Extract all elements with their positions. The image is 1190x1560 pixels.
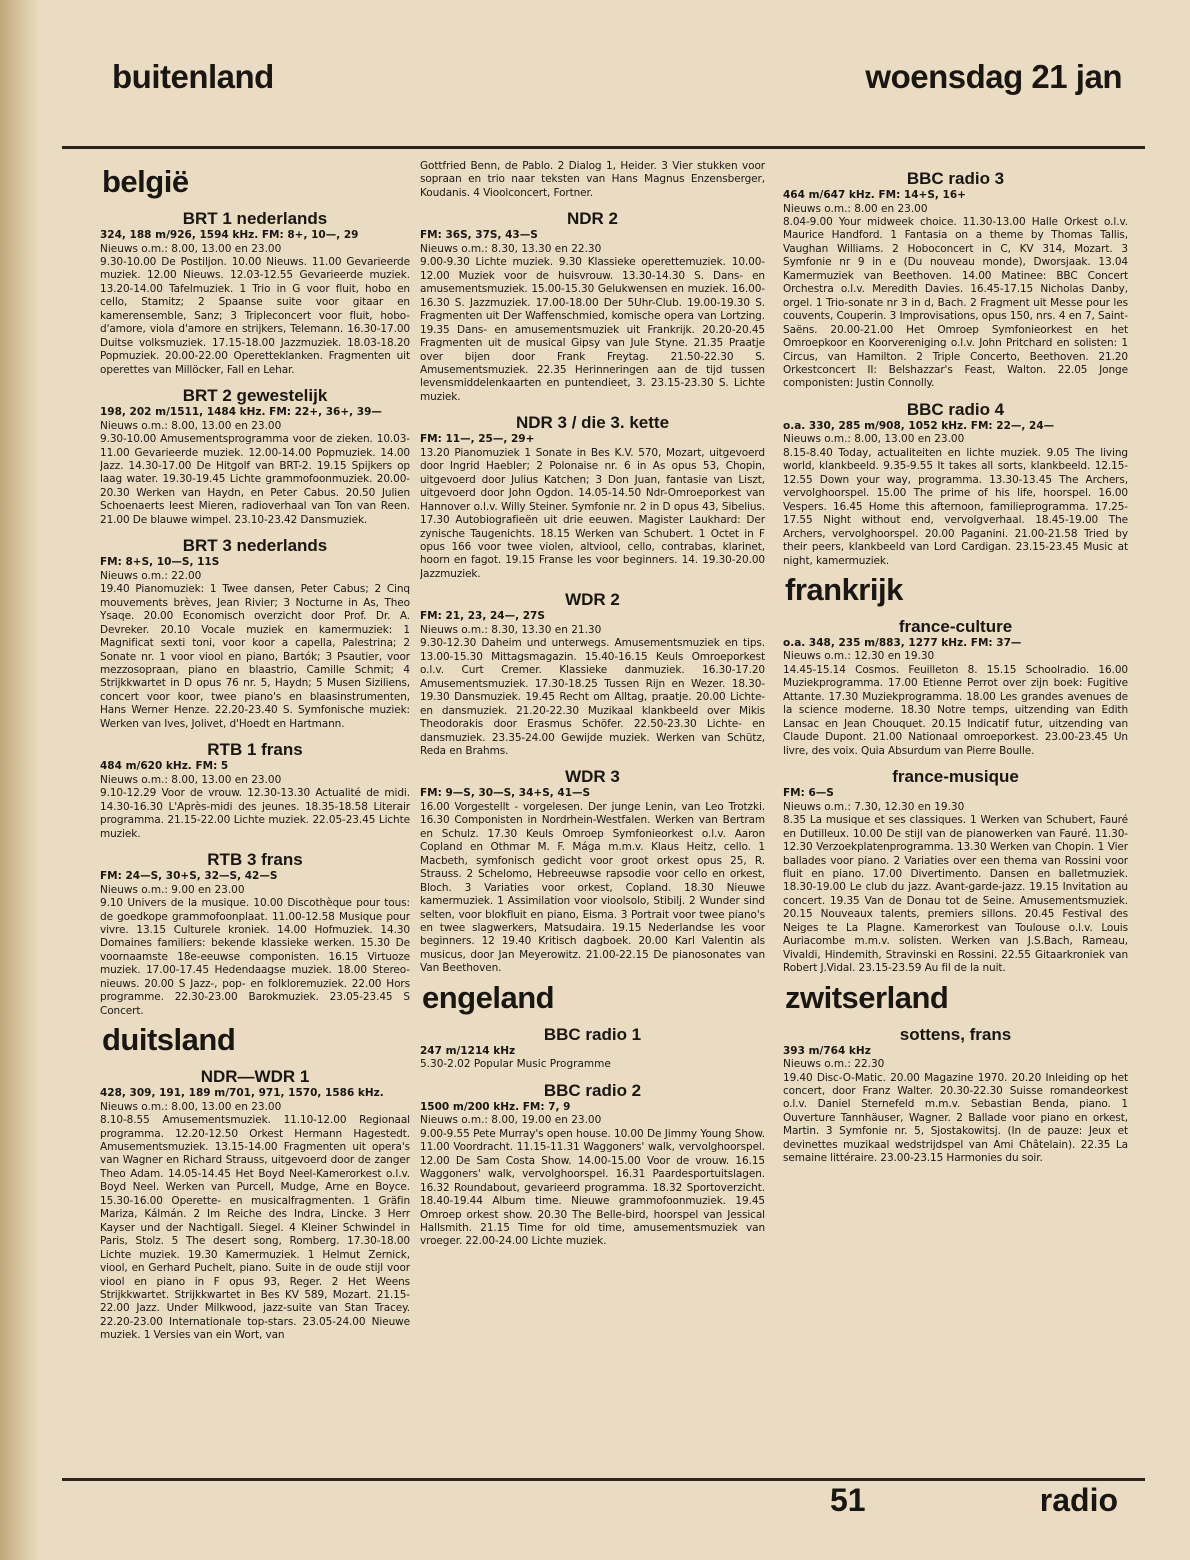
program-text: 19.40 Disc-O-Matic. 20.00 Magazine 1970. 20.20 Inleiding op het concert, door Franz Walter. 20.30-22.30 Suisse romandeorkest o.l.v. Daniel Sternefeld m.m.v. Sebastian Benda, piano. 1 Ouverture Tannhäuser, Wagner. 2 Ballade voor piano en orkest, Martin. 3 Symfonie nr. 5, Sjostakowitsj. (In de pauze: Jeux et devinettes muzikaal wedstrijdspel van Ami Châtelain). 22.35 La semaine littéraire. 23.00-23.15 Harmonies du soir. bbox=[783, 1071, 1128, 1165]
program-text: 9.30-12.30 Daheim und unterwegs. Amusementsmuziek en tips. 13.00-15.30 Mittagsmagazin. 15.40-16.15 Keuls Omroeporkest o.l.v. Curt Cremer. Klassieke danmuziek. 16.30-17.20 Amusementsmuziek. 17.30-18.25 Tussen Rijn en Wezer. 18.30-19.30 Dansmuziek. 19.45 Recht om Alltag, praatje. 20.00 Lichte- en dansmuziek. 21.20-22.30 Muzikaal klankbeeld over Mikis Theodorakis door Erasmus Schöfer. 22.50-23.30 Lichte- en dansmuziek. 23.35-24.00 Gewijde muziek. Werken van Schütz, Reda en Brahms. bbox=[420, 637, 765, 757]
frequency-line: FM: 6—S bbox=[783, 787, 834, 800]
frequency-line: 484 m/620 kHz. FM: 5 bbox=[100, 760, 229, 773]
station-heading: france-musique bbox=[892, 767, 1019, 787]
program-text: 8.35 La musique et ses classiques. 1 Werken van Schubert, Fauré en Dutilleux. 10.00 De stijl van de pianowerken van Fauré. 11.30-12.30 Verzoekplatenprogramma. 13.30 Werken van Chopin. 1 Vier ballades voor piano. 2 Variaties over een thema van Rossini voor fluit en piano. 17.00 Divertimento. Dansen en balletmuziek. 18.30-19.00 Le club du jazz. Avant-garde-jazz. 19.15 Invitation au concert. 19.35 Van de Donau tot de Seine. Amusementsmuziek. 20.15 Nouveaux talents, premiers sillons. 20.45 Festival des Neiges te La Plagne. Kamerorkest van Toulouse o.l.v. Louis Auriacombe m.m.v. solisten. Werken van J.S.Bach, Rameau, Vivaldi, Hindemith, Stravinski en Rossini. 22.55 Gitaarkroniek van Robert J.Vidal. 23.15-23.59 Au fil de la nuit. bbox=[783, 814, 1128, 975]
frequency-line: FM: 21, 23, 24—, 27S bbox=[420, 610, 545, 623]
program-text: 13.20 Pianomuziek 1 Sonate in Bes K.V. 570, Mozart, uitgevoerd door Ingrid Haebler; 2 Polonaise nr. 6 in As opus 53, Chopin, uitgevoerd door Julius Katchen; 3 Don Juan, fantasie van Liszt, uitgevoerd door John Ogdon. 14.05-14.50 Ndr-Omroeporkest van Hannover o.l.v. Willy Steiner. Symfonie nr. 2 in D opus 43, Sibelius. 17.30 Autobiografieën uit drie eeuwen. Magister Laukhard: Der zynische Taugenichts. 18.15 Werken van Schubert. 1 Octet in F opus 166 voor twee violen, altviool, cello, contrabas, klarinet, hoorn en fagot. 19.15 Franse les voor beginners. 14. 19.30-20.00 Jazzmuziek. bbox=[420, 446, 765, 580]
column-3 bbox=[783, 160, 1128, 1472]
station-heading: RTB 3 frans bbox=[207, 850, 303, 870]
news-line: Nieuws o.m.: 8.00, 13.00 en 23.00 bbox=[100, 419, 282, 432]
program-text: 8.15-8.40 Today, actualiteiten en lichte muziek. 9.05 The living world, klankbeeld. 9.35-9.55 It takes all sorts, klankbeeld. 12.15-12.55 Down your way, programma. 13.30-13.45 The Archers, vervolghoorspel. 15.00 The prime of his life, hoorspel. 16.00 Vespers. 16.45 Home this afternoon, familieprogramma. 17.25-17.55 Night without end, vervolgverhaal. 18.45-19.00 The Archers, vervolghoorspel. 20.00 Paganini. 21.00-21.58 Tried by their peers, klankbeeld van Lord Cardigan. 23.15-23.45 Music at night, kamermuziek. bbox=[783, 446, 1128, 567]
news-line: Nieuws o.m.: 8.30, 13.30 en 21.30 bbox=[420, 623, 602, 636]
footer-label: radio bbox=[1039, 1482, 1118, 1518]
program-text: 9.00-9.55 Pete Murray's open house. 10.00 De Jimmy Young Show. 11.00 Voordracht. 11.15-11.31 Waggoners' walk, vervolghoorspel. 12.00 De Sam Costa Show. 14.00-15.00 Voor de vrouw. 16.15 Waggoners' walk, vervolghoorspel. 16.31 Paardesportuitslagen. 16.32 Roundabout, gevarieerd programma. 18.32 Sportoverzicht. 18.40-19.44 Album time. Nieuwe grammofoonmuziek. 19.45 Omroep orkest show. 20.30 The Belle-bird, hoorspel van Jessical Hallsmith. 21.15 Time for old time, amusementsmuziek van vroeger. 22.00-24.00 Lichte muziek. bbox=[420, 1127, 765, 1248]
program-text: 9.10-12.29 Voor de vrouw. 12.30-13.30 Actualité de midi. 14.30-16.30 L'Après-midi des jeunes. 18.35-18.58 Literair programma. 21.15-22.00 Lichte muziek. 22.05-23.45 Lichte muziek. bbox=[100, 787, 410, 840]
frequency-line: FM: 24—S, 30+S, 32—S, 42—S bbox=[100, 870, 278, 883]
station-heading: WDR 2 bbox=[565, 590, 620, 610]
page-spine-shadow bbox=[0, 0, 40, 1560]
frequency-line: FM: 8+S, 10—S, 11S bbox=[100, 556, 220, 569]
frequency-line: 247 m/1214 kHz bbox=[420, 1044, 516, 1057]
frequency-line: 198, 202 m/1511, 1484 kHz. FM: 22+, 36+, 39— bbox=[100, 406, 382, 419]
station-heading: BBC radio 4 bbox=[906, 399, 1005, 419]
program-text: 9.00-9.30 Lichte muziek. 9.30 Klassieke operettemuziek. 10.00-12.00 Muziek voor de huisvrouw. 13.30-14.30 S. Dans- en amusementsmuziek. 15.00-15.30 Gelukwensen en muziek. 16.00-16.30 S. Jazzmuziek. 17.00-18.00 Der 5Uhr-Club. 19.00-19.30 S. Fragmenten uit Der Waffenschmied, komische opera van Lortzing. 19.35 Dans- en amusementsmuziek uit Frankrijk. 20.20-20.45 Fragmenten uit de musical Gipsy van Jule Styne. 21.35 Praatje over bijen door Frank Freytag. 21.50-22.30 S. Amusementsmuziek. 22.35 Herinneringen aan de tijd tussen levensmiddelenkaarten en puntendieet, 3. 23.15-23.30 S. Lichte muziek. bbox=[420, 256, 765, 403]
news-line: 5.30-2.02 Popular Music Programme bbox=[420, 1058, 611, 1071]
frequency-line: FM: 9—S, 30—S, 34+S, 41—S bbox=[420, 787, 591, 800]
station-heading: BRT 1 nederlands bbox=[182, 209, 328, 228]
news-line: Nieuws o.m.: 12.30 en 19.30 bbox=[783, 650, 935, 663]
column-2 bbox=[420, 160, 765, 1472]
program-text: 8.04-9.00 Your midweek choice. 11.30-13.00 Halle Orkest o.l.v. Maurice Handford. 1 Fantasia on a theme by Thomas Tallis, Vaughan Williams. 2 Hoboconcert in C, KV 314, Mozart. 3 Symfonie nr 9 in e (Du nouveau monde), Dworsjaak. 13.04 Kamermuziek van Beethoven. 14.00 Matinee: BBC Concert Orchestra o.l.v. Meredith Davies. 16.45-17.15 Nicholas Danby, orgel. 1 Trio-sonate nr 3 in d, Bach. 2 Fragment uit Messe pour les couvents, Couperin. 3 Improvisations, opus 150, nrs. 4 en 7, Saint-Saëns. 20.00-21.00 Het Omroep Symfonieorkest en het Omroepkoor en Koorvereniging o.l.v. John Pritchard en solisten: 1 Circus, van Hamilton. 2 Triple Concerto, Beethoven. 21.20 Orkestconcert II: Belshazzar's Feast, Walton. 22.05 Jonge componisten: Justin Connolly. bbox=[783, 216, 1128, 390]
news-line: Nieuws o.m.: 7.30, 12.30 en 19.30 bbox=[783, 800, 965, 813]
country-heading: frankrijk bbox=[785, 571, 903, 607]
news-line: Nieuws o.m.: 8.00 en 23.00 bbox=[783, 202, 928, 215]
station-heading: NDR 3 / die 3. kette bbox=[515, 413, 670, 433]
news-line: Nieuws o.m.: 8.00, 13.00 en 23.00 bbox=[100, 242, 282, 255]
frequency-line: o.a. 330, 285 m/908, 1052 kHz. FM: 22—, 24— bbox=[783, 419, 1055, 432]
frequency-line: o.a. 348, 235 m/883, 1277 kHz. FM: 37— bbox=[783, 636, 1022, 649]
country-heading: engeland bbox=[422, 979, 555, 1015]
station-heading: BBC radio 3 bbox=[906, 169, 1005, 188]
station-heading: BBC radio 1 bbox=[543, 1024, 642, 1044]
program-text: 14.45-15.14 Cosmos. Feuilleton 8. 15.15 Schoolradio. 16.00 Muziekprogramma. 17.00 Etienne Perrot over zijn boek: Fugitive Attante. 17.30 Muziekprogramma. 18.00 Les grandes avenues de la science moderne. 18.30 Notre temps, uitzending van Edith Lansac en Jean Chouquet. 20.15 Indicatif futur, uitzending van Claude Dupont. 21.00 Nationaal omroeporkest. 23.00-23.45 Un livre, des voix. Quia Absurdum van Pierre Boulle. bbox=[783, 663, 1128, 757]
program-text: 9.10 Univers de la musique. 10.00 Discothèque pour tous: de goedkope grammofoonplaat. 11.00-12.58 Musique pour vivre. 13.15 Culturele kroniek. 14.00 Hofmuziek. 14.30 Domaines familiers: bekende klassieke werken. 15.30 De voornaamste 18e-eeuwse componisten. 16.15 Virtuoze muziek. 17.00-17.45 Hedendaagse muziek. 18.00 Stereo-nieuws. 20.00 S Jazz-, pop- en folkloremuziek. 22.00 Hors programme. 22.30-23.00 Barokmuziek. 23.05-23.45 S Concert. bbox=[100, 897, 410, 1017]
program-text: 9.30-10.00 Amusementsprogramma voor de zieken. 10.03-11.00 Gevarieerde muziek. 12.00-14.00 Popmuziek. 14.00 Jazz. 14.30-17.00 De Hitgolf van BRT-2. 19.15 Spijkers op laag water. 19.30-19.45 Lichte grammofoonmuziek. 20.00-20.30 Werken van Haydn, en Peter Cabus. 20.50 Julien Schoenaerts leest Mieren, radioverhaal van Ton van Reen. 21.00 De blauwe wimpel. 23.10-23.42 Dansmuziek. bbox=[100, 433, 410, 526]
frequency-line: 324, 188 m/926, 1594 kHz. FM: 8+, 10—, 29 bbox=[100, 229, 359, 241]
program-text: 19.40 Pianomuziek: 1 Twee dansen, Peter Cabus; 2 Cinq mouvements brèves, Jean Rivier; 3 Nocturne in As, Theo Ysaqe. 20.00 Economisch overzicht door Prof. Dr. A. Devreker. 20.10 Vocale muziek en kamermuziek: 1 Magnificat sexti toni, voor koor a capella, Palestrina; 2 Sonate nr. 1 voor viool en piano, Bartók; 3 Psautier, voor mezzosopraan, piano en blaastrio, Camille Schmit; 4 Strijkkwartet in D opus 76 nr. 5, Haydn; 5 Musen Siziliens, concert voor koor, twee piano's en blaasinstrumenten, Hans Werner Henze. 22.20-23.40 S. Symfonische muziek: Werken van Ives, Jolivet, d'Hoedt en Hartmann. bbox=[100, 583, 410, 730]
station-heading: BRT 2 gewestelijk bbox=[182, 386, 328, 406]
country-heading: belgië bbox=[102, 164, 189, 199]
date-heading: woensdag 21 jan bbox=[865, 58, 1122, 95]
station-heading: WDR 3 bbox=[565, 767, 620, 787]
frequency-line: 464 m/647 kHz. FM: 14+S, 16+ bbox=[783, 189, 966, 201]
program-text: Gottfried Benn, de Pablo. 2 Dialog 1, Heider. 3 Vier stukken voor sopraan en trio naar teksten van Hans Magnus Enzensberger, Koudanis. 4 Vioolconcert, Fortner. bbox=[420, 160, 765, 199]
station-heading: BRT 3 nederlands bbox=[182, 536, 328, 556]
news-line: Nieuws o.m.: 8.00, 13.00 en 23.00 bbox=[100, 773, 282, 786]
country-heading: zwitserland bbox=[785, 979, 949, 1015]
station-heading: BBC radio 2 bbox=[543, 1080, 642, 1100]
station-heading: france-culture bbox=[898, 616, 1013, 636]
station-heading: sottens, frans bbox=[899, 1024, 1012, 1044]
news-line: Nieuws o.m.: 22.00 bbox=[100, 569, 202, 582]
top-rule bbox=[62, 146, 1145, 149]
news-line: Nieuws o.m.: 9.00 en 23.00 bbox=[100, 883, 245, 896]
frequency-line: 393 m/764 kHz bbox=[783, 1044, 871, 1057]
bottom-rule bbox=[62, 1478, 1145, 1481]
country-heading: duitsland bbox=[102, 1022, 236, 1058]
news-line: Nieuws o.m.: 8.00, 13.00 en 23.00 bbox=[783, 433, 965, 446]
section-heading: buitenland bbox=[112, 58, 274, 95]
program-text: 8.10-8.55 Amusementsmuziek. 11.10-12.00 Regionaal programma. 12.20-12.50 Orkest Hermann Hagestedt. Amusementsmuziek. 13.15-14.00 Fragmenten uit opera's van Wagner en Richard Strauss, uitgevoerd door de zanger Theo Adam. 14.05-14.45 Het Boyd Neel-Kamerorkest o.l.v. Boyd Neel. Werken van Purcell, Mudge, Arne en Boyce. 15.30-16.00 Operette- en musicalfragmenten. 1 Gräfin Mariza, Kálmán. 2 Im Reiche des Indra, Lincke. 3 Herr Kayser und der Nachtigall. Siegel. 4 Kleiner Schwindel in Paris, Stolz. 5 The desert song, Romberg. 17.30-18.00 Lichte muziek. 19.30 Kamermuziek. 1 Helmut Zernick, viool, en Gerhard Puchelt, piano. Suite in de oude stijl voor viool en piano in F opus 93, Reger. 2 Het Weens Strijkkwartet. Strijkkwartet in Bes KV 589, Mozart. 21.15-22.00 Jazz. Under Milkwood, jazz-suite van Stan Tracey. 22.20-23.00 Internationale top-stars. 23.05-24.00 Nieuwe muziek. 1 Versies van ein Wort, van bbox=[100, 1114, 410, 1342]
news-line: Nieuws o.m.: 8.00, 19.00 en 23.00 bbox=[420, 1114, 602, 1127]
news-line: Nieuws o.m.: 8.30, 13.30 en 22.30 bbox=[420, 242, 602, 255]
program-text: 16.00 Vorgestellt - vorgelesen. Der junge Lenin, van Leo Trotzki. 16.30 Componisten in Nordrhein-Westfalen. Werken van Bertram en Schulz. 17.30 Keuls Omroep Symfonieorkest o.l.v. Aaron Copland en Othmar M. F. Mága m.m.v. Klaus Heitz, cello. 1 Macbeth, symfonisch gedicht voor groot orkest opus 25, R. Strauss. 2 Schelomo, Hebreeuwse rapsodie voor cello en orkest, Bloch. 3 Variaties voor orkest, Copland. 18.30 Nieuwe kamermuziek. 1 Assimilation voor vioolsolo, Stibilj. 2 Wunder sind selten, voor blokfluit en piano, Eisma. 3 Portrait voor twee piano's en twee slagwerkers, Matsudaira. 19.15 Nederlandse les voor beginners. 12 19.40 Kritisch dagboek. 20.00 Karl Valentin als musicus, door Jan Meyerowitz. 21.00-22.15 De pianosonates van Van Beethoven. bbox=[420, 800, 765, 975]
news-line: Nieuws o.m.: 22.30 bbox=[783, 1058, 885, 1071]
frequency-line: FM: 36S, 37S, 43—S bbox=[420, 229, 538, 242]
column-1 bbox=[100, 160, 410, 1472]
station-heading: NDR 2 bbox=[566, 209, 618, 229]
frequency-line: FM: 11—, 25—, 29+ bbox=[420, 433, 535, 446]
frequency-line: 1500 m/200 kHz. FM: 7, 9 bbox=[420, 1100, 571, 1113]
page-number: 51 bbox=[830, 1482, 866, 1518]
station-heading: NDR—WDR 1 bbox=[200, 1067, 310, 1087]
station-heading: RTB 1 frans bbox=[207, 740, 303, 760]
program-text: 9.30-10.00 De Postiljon. 10.00 Nieuws. 11.00 Gevarieerde muziek. 12.00 Nieuws. 12.03-12.55 Gevarieerde muziek. 13.20-14.00 Tafelmuziek. 1 Trio in G voor fluit, hobo en cello, Stamitz; 2 Spaanse suite voor gitaar en kamerensemble, Sanz; 3 Tripleconcert voor fluit, hobo-d'amore, viola d'amore en strijkers, Telemann. 16.30-17.00 Duitse volksmuziek. 17.15-18.00 Jazzmuziek. 18.03-18.20 Popmuziek. 20.00-22.00 Operetteklanken. Fragmenten uit operettes van Millöcker, Fall en Lehar. bbox=[100, 256, 410, 376]
frequency-line: 428, 309, 191, 189 m/701, 971, 1570, 1586 kHz. bbox=[100, 1087, 384, 1100]
news-line: Nieuws o.m.: 8.00, 13.00 en 23.00 bbox=[100, 1100, 282, 1113]
